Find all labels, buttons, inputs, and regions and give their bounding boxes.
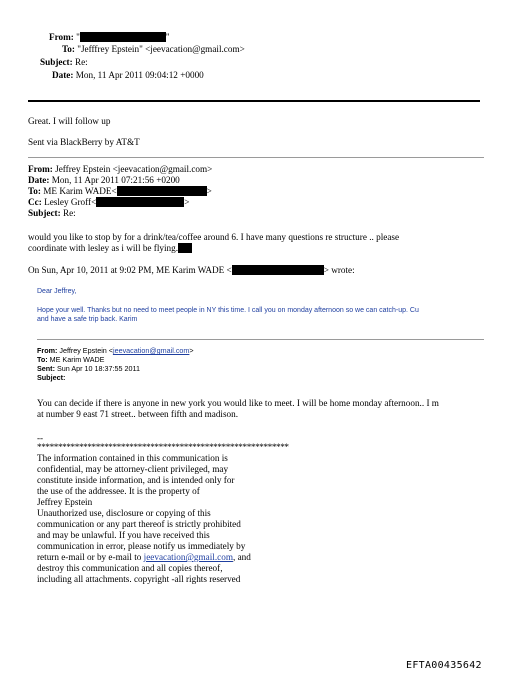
header-date-value: Mon, 11 Apr 2011 09:04:12 +0000	[75, 70, 204, 80]
header-subject-label: Subject:	[40, 57, 73, 67]
header-subject-row	[40, 57, 88, 68]
header-date-row	[52, 70, 204, 81]
msg3-from-label: From:	[37, 346, 58, 355]
karim-body-line1: Hope your well. Thanks but no need to meet people in NY this time. I call you on monday afternoon so we can catch-up. Cu	[37, 307, 419, 314]
header-divider	[28, 100, 480, 102]
bates-number: EFTA00435642	[406, 660, 482, 671]
disclaimer-line: communication in error, please notify us immediately by	[37, 541, 246, 551]
disclaimer-line: The information contained in this communication is	[37, 453, 228, 463]
disclaimer-line: destroy this communication and all copies thereof,	[37, 563, 223, 573]
msg2-from-row	[28, 164, 212, 175]
disclaimer-line: constitute inside information, and is intended only for	[37, 475, 235, 485]
quote-intro-pre: On Sun, Apr 10, 2011 at 9:02 PM, ME Karim WADE <	[28, 265, 232, 275]
disclaimer-dashes: --	[37, 433, 44, 443]
msg3-from-name: Jeffrey Epstein <	[59, 346, 113, 355]
msg2-cc-close: >	[184, 197, 190, 207]
msg2-to-row	[28, 186, 212, 197]
redaction-bar	[96, 197, 184, 207]
reply-body: Great. I will follow up	[28, 116, 111, 126]
redaction-bar	[232, 265, 324, 275]
msg3-sent-label: Sent:	[37, 364, 55, 373]
karim-greeting: Dear Jeffrey,	[37, 288, 77, 295]
msg3-body-line1: You can decide if there is anyone in new york you would like to meet. I will be home monday afternoon.. I m	[37, 398, 439, 408]
disclaimer-line: confidential, may be attorney-client privileged, may	[37, 464, 229, 474]
msg3-sent-row	[37, 364, 140, 373]
disclaimer-line-email	[37, 552, 251, 563]
msg2-body-line2: coordinate with lesley as i will be flying.	[28, 243, 179, 253]
header-from-label: From:	[49, 32, 74, 42]
disclaimer-stars: ************************************************************	[37, 442, 289, 452]
quote-divider-1	[28, 157, 484, 158]
msg2-cc-row	[28, 197, 189, 208]
msg3-sent-value: Sun Apr 10 18:37:55 2011	[56, 364, 140, 373]
disclaimer-line: Unauthorized use, disclosure or copying of this	[37, 508, 211, 518]
header-to-label: To:	[62, 44, 75, 54]
msg3-from-email-link[interactable]: jeevacation@gmail.com	[112, 346, 190, 355]
header-from-open: "	[76, 32, 80, 42]
msg2-from-label: From:	[28, 164, 53, 174]
header-date-label: Date:	[52, 70, 74, 80]
msg2-to-value: ME Karim WADE<	[43, 186, 117, 196]
msg3-to-label: To:	[37, 355, 48, 364]
quote-intro-post: > wrote:	[323, 265, 355, 275]
disclaimer-email-pre: return e-mail or by e-mail to	[37, 552, 144, 562]
msg3-to-value: ME Karim WADE	[49, 355, 105, 364]
disclaimer-line: the use of the addressee. It is the property of	[37, 486, 200, 496]
msg2-body-line2-row	[28, 243, 192, 254]
msg2-subject-row	[28, 208, 76, 219]
header-subject-value: Re:	[74, 57, 88, 67]
msg3-body-line2: at number 9 east 71 street.. between fifth and madison.	[37, 409, 239, 419]
disclaimer-line: Jeffrey Epstein	[37, 497, 93, 507]
disclaimer-email-link[interactable]: jeevacation@gmail.com	[143, 552, 233, 562]
msg3-from-close: >	[189, 346, 194, 355]
disclaimer-line: and may be unlawful. If you have received this	[37, 530, 210, 540]
quote-intro-row	[28, 265, 355, 276]
disclaimer-line: communication or any part thereof is strictly prohibited	[37, 519, 241, 529]
msg2-subject-label: Subject:	[28, 208, 61, 218]
msg2-cc-label: Cc:	[28, 197, 42, 207]
msg3-to-row	[37, 355, 104, 364]
header-to-value: "Jefffrey Epstein" <jeevacation@gmail.com>	[77, 44, 245, 54]
redaction-bar	[80, 32, 166, 42]
msg2-to-label: To:	[28, 186, 41, 196]
header-to-row	[62, 44, 245, 55]
msg2-cc-value: Lesley Groff<	[44, 197, 97, 207]
quote-divider-2	[37, 339, 484, 340]
header-from-close: "	[165, 32, 170, 42]
msg2-date-row	[28, 175, 180, 186]
reply-signature: Sent via BlackBerry by AT&T	[28, 137, 140, 147]
header-from-row	[49, 32, 170, 43]
msg2-body-line1: would you like to stop by for a drink/tea/coffee around 6. I have many questions re structure .. please	[28, 232, 400, 242]
msg3-subject-label: Subject:	[37, 373, 66, 382]
msg2-date-value: Mon, 11 Apr 2011 07:21:56 +0200	[51, 175, 180, 185]
karim-body-line2: and have a safe trip back. Karim	[37, 316, 138, 323]
msg3-from-row	[37, 346, 194, 355]
msg3-subject-row	[37, 373, 65, 382]
disclaimer-line: including all attachments. copyright -all rights reserved	[37, 574, 241, 584]
msg2-to-close: >	[206, 186, 212, 196]
msg2-from-value: Jeffrey Epstein <jeevacation@gmail.com>	[55, 164, 213, 174]
msg2-date-label: Date:	[28, 175, 50, 185]
disclaimer-email-post: , and	[232, 552, 251, 562]
redaction-bar	[178, 243, 192, 253]
redaction-bar	[117, 186, 207, 196]
msg2-subject-value: Re:	[62, 208, 76, 218]
